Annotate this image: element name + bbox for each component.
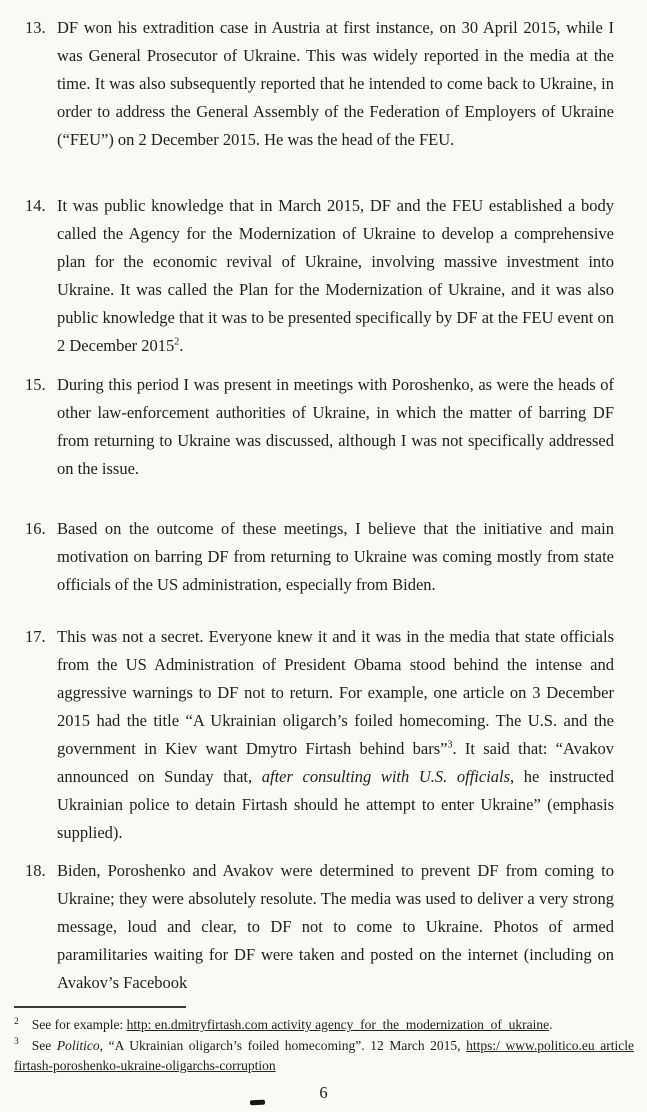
paragraph-number: 13.: [25, 18, 46, 37]
footnote-separator-line: [14, 1006, 186, 1008]
paragraph-text: [57, 623, 614, 847]
text-segment: See: [31, 1037, 57, 1053]
paragraph-13: [25, 14, 614, 154]
footnote-marker: 3: [14, 1037, 19, 1047]
paragraph-number: 17.: [25, 627, 46, 646]
paragraph-text: [57, 515, 614, 599]
text-segment: See for example:: [31, 1017, 127, 1032]
text-segment: It was public knowledge that in March 2015, DF and the FEU established a body called the Agency for the Modernization of Ukraine to develop a comprehensive plan for the economic revival of Ukraine, involving massive investment into Ukraine. It was called the Plan for the Modernization of Ukraine, and it was also public knowledge that it was to be presented specifically by DF at the FEU event on 2 December 2015: [57, 196, 614, 355]
paragraph-number: 18.: [25, 861, 46, 880]
footnote-marker: 2: [14, 1016, 19, 1027]
footnote-2: [14, 1015, 634, 1036]
page-number: 6: [319, 1083, 328, 1102]
text-segment: This was not a secret. Everyone knew it and it was in the media that state officials from the US Administration of President Obama stood behind the intense and aggressive warnings to DF not to return. For example, one article on 3 December 2015 had the title “A Ukrainian oligarch’s foiled homecoming. The U.S. and the government in Kiev want Dmytro Firtash behind bars”: [57, 627, 614, 758]
text-segment: Biden, Poroshenko and Avakov were determined to prevent DF from coming to Ukraine; they were absolutely resolute. The media was used to deliver a very strong message, loud and clear, to DF not to come to Ukraine. Photos of armed paramilitaries waiting for DF were taken and posted on the internet (including on Avakov’s Facebook: [57, 861, 614, 992]
paragraph-number: 15.: [25, 375, 46, 394]
paragraph-17: [25, 623, 614, 847]
text-segment: Based on the outcome of these meetings, I believe that the initiative and main motivation on barring DF from returning to Ukraine was coming mostly from state officials of the US administration, especially from Biden.: [57, 519, 614, 594]
paragraph-15: [25, 371, 614, 483]
text-segment: .: [549, 1017, 553, 1032]
footnote-link[interactable]: https:/ www.politico.eu article firtash-poroshenko-ukraine-oligarchs-corruption: [14, 1037, 634, 1073]
text-segment: .: [179, 336, 184, 355]
footnotes-section: [14, 1006, 634, 1077]
text-segment: , “A Ukrainian oligarch’s foiled homecoming”. 12 March 2015,: [99, 1037, 467, 1053]
italic-quote-segment: after consulting with U.S. officials: [261, 767, 511, 786]
text-segment: , he instructed Ukrainian police to detain Firtash should he attempt to enter Ukraine” (emphasis supplied).: [57, 767, 615, 842]
ink-smudge-artifact: [250, 1100, 265, 1106]
text-segment: DF won his extradition case in Austria at first instance, on 30 April 2015, while I was General Prosecutor of Ukraine. This was widely reported in the media at the time. It was also subsequently reported that he intended to come back to Ukraine, in order to address the General Assembly of the Federation of Employers of Ukraine (“FEU”) on 2 December 2015. He was the head of the FEU.: [57, 18, 614, 149]
paragraph-number: 14.: [25, 196, 46, 215]
publication-name: Politico: [56, 1037, 100, 1053]
footnote-3: [14, 1036, 634, 1077]
text-segment: During this period I was present in meetings with Poroshenko, as were the heads of other law-enforcement authorities of Ukraine, in which the matter of barring DF from returning to Ukraine was discussed, although I was not specifically addressed on the issue.: [57, 375, 614, 478]
paragraph-number: 16.: [25, 519, 46, 538]
footnote-link[interactable]: http: en.dmitryfirtash.com activity agency_for_the_modernization_of_ukraine: [126, 1017, 550, 1032]
paragraph-14: [25, 192, 614, 360]
paragraph-text: [57, 14, 614, 154]
footnote-reference-2: 2: [174, 336, 180, 348]
paragraph-text: [57, 371, 614, 483]
paragraph-text: [57, 857, 614, 997]
paragraph-text: [57, 192, 614, 360]
footnote-reference-3: 3: [447, 739, 453, 751]
paragraph-18: [25, 857, 614, 997]
paragraph-16: [25, 515, 614, 599]
text-segment: . It said that: “Avakov announced on Sunday that,: [57, 739, 614, 786]
